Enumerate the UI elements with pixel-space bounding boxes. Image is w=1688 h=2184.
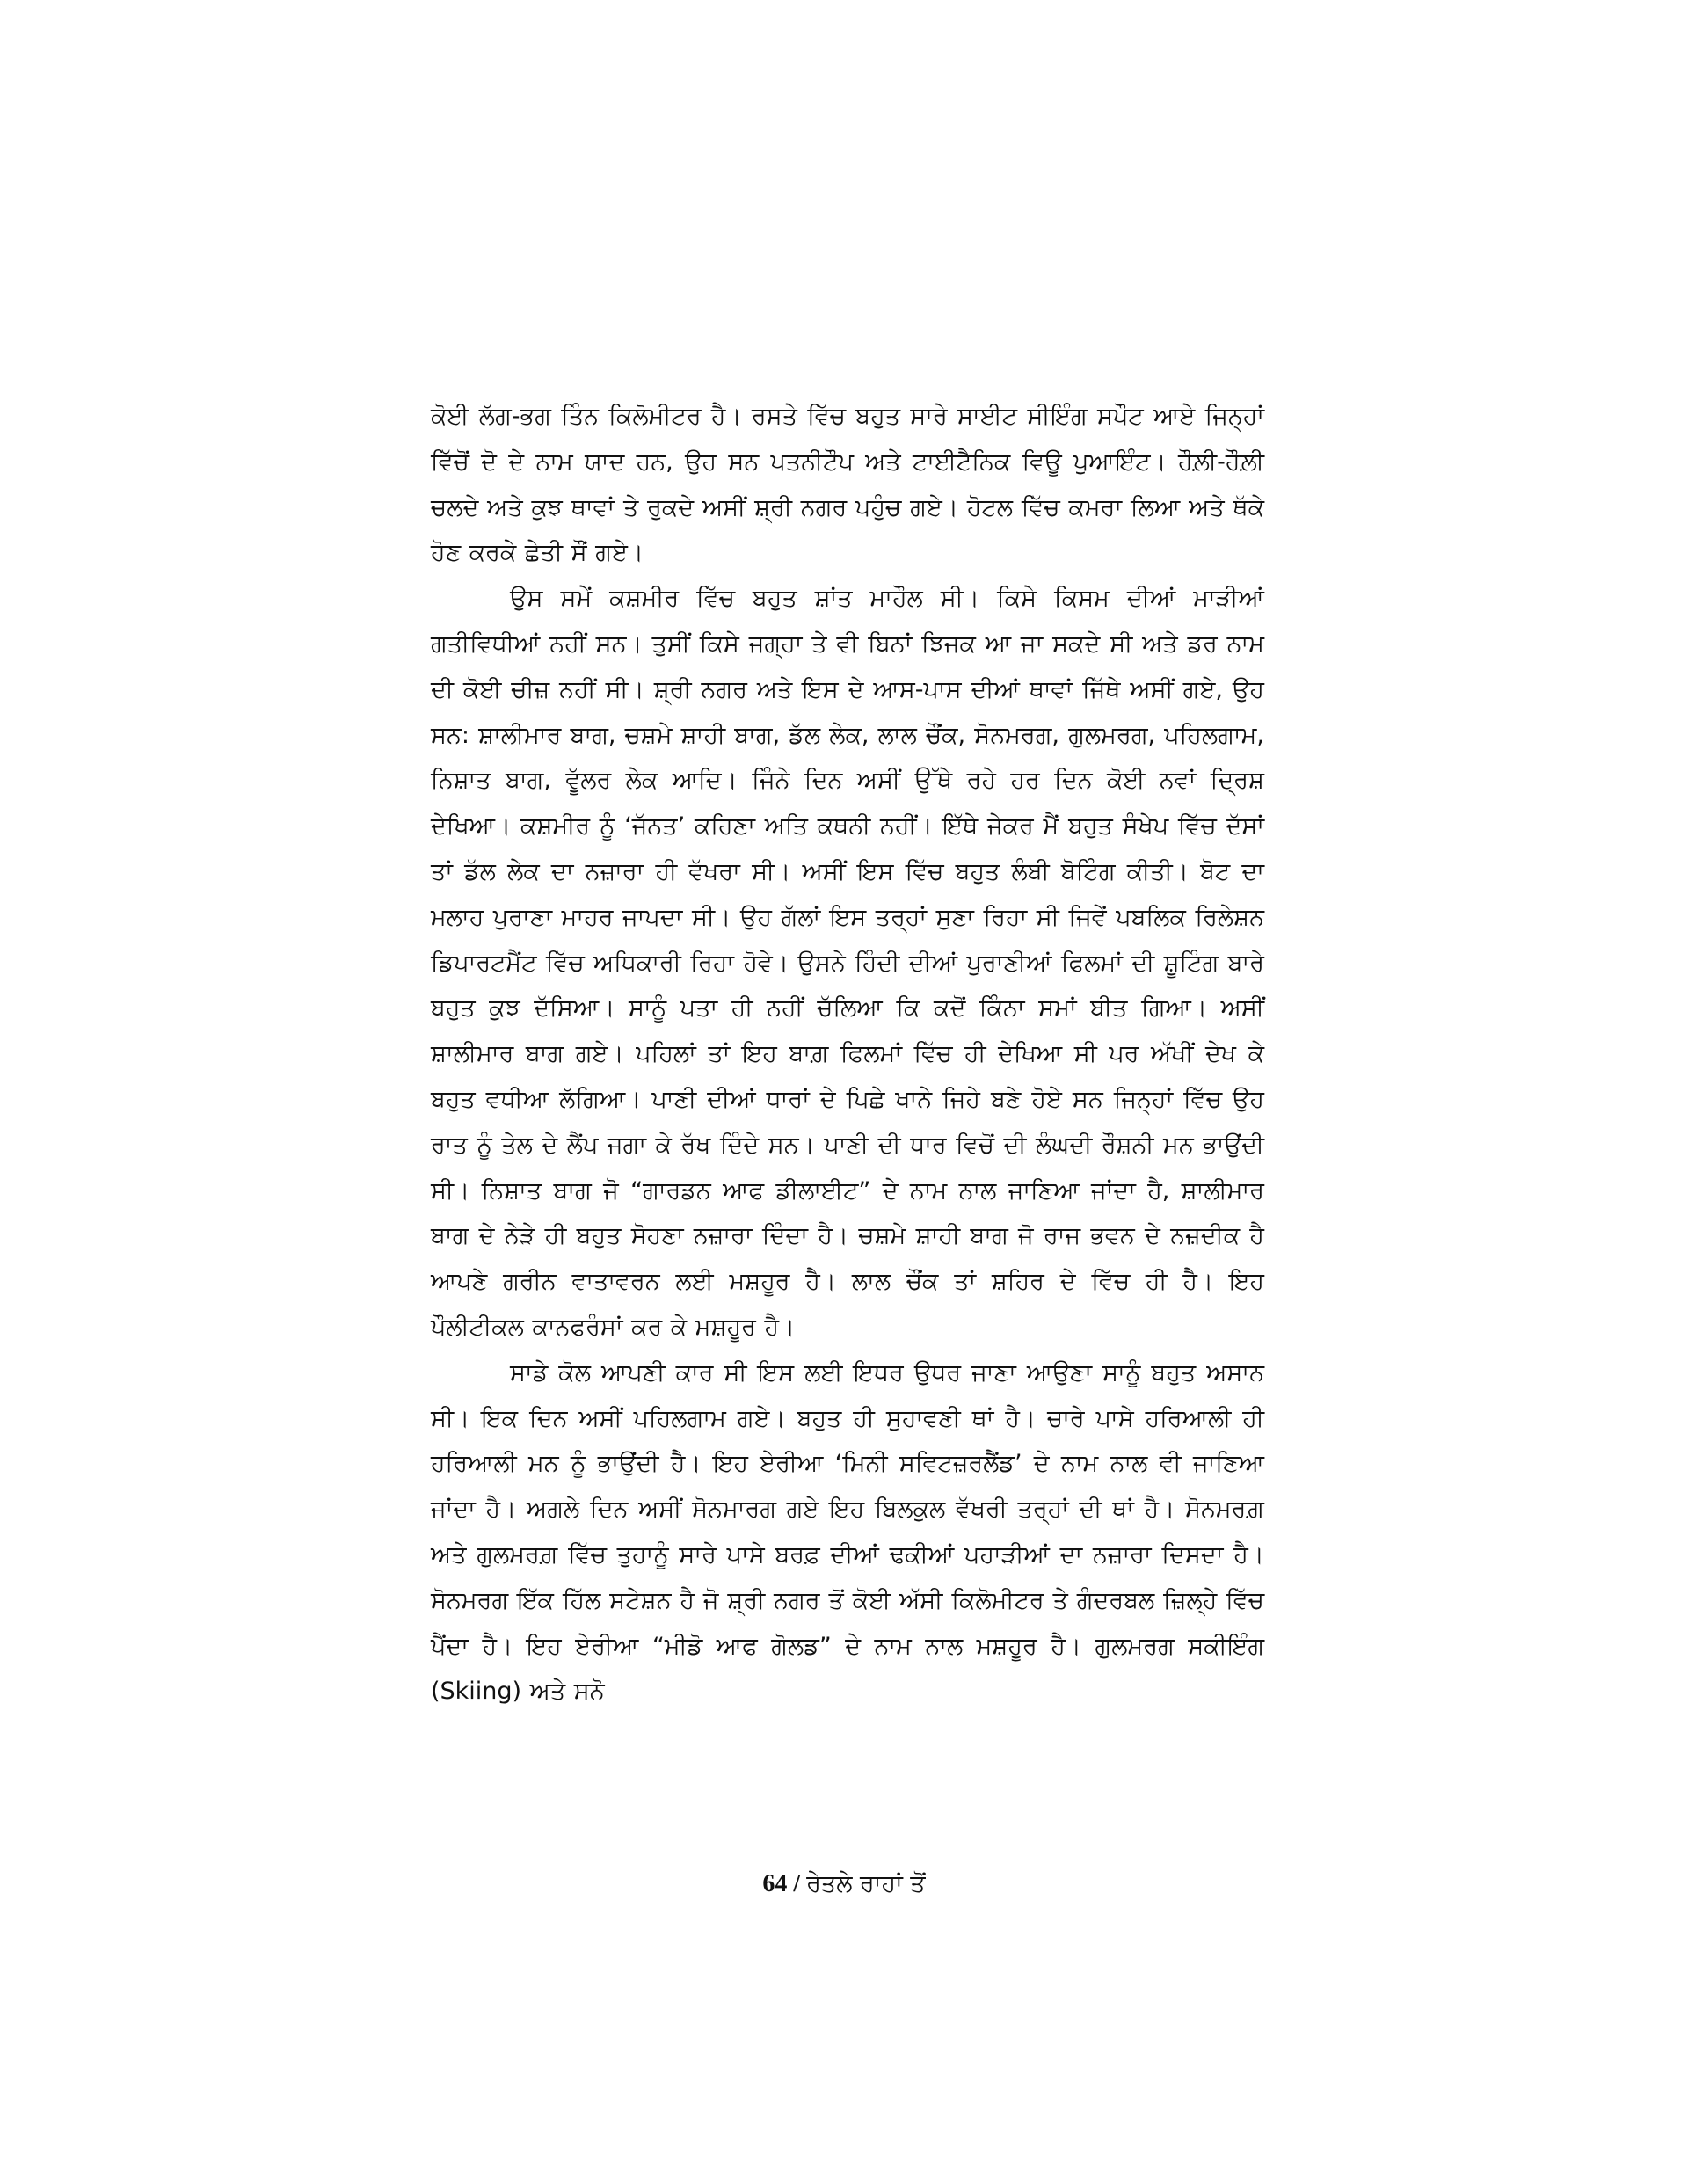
body-text [431,394,1264,1714]
paragraph-3: ਸਾਡੇ ਕੋਲ ਆਪਣੀ ਕਾਰ ਸੀ ਇਸ ਲਈ ਇਧਰ ਉਧਰ ਜਾਣਾ ਆਉਣਾ ਸਾਨੂੰ ਬਹੁਤ ਅਸਾਨ ਸੀ। ਇਕ ਦਿਨ ਅਸੀਂ ਪਹਿਲਗਾਮ ਗਏ। ਬਹੁਤ ਹੀ ਸੁਹਾਵਣੀ ਥਾਂ ਹੈ। ਚਾਰੇ ਪਾਸੇ ਹਰਿਆਲੀ ਹੀ ਹਰਿਆਲੀ ਮਨ ਨੂੰ ਭਾਉਂਦੀ ਹੈ। ਇਹ ਏਰੀਆ ‘ਮਿਨੀ ਸਵਿਟਜ਼ਰਲੈਂਡ’ ਦੇ ਨਾਮ ਨਾਲ ਵੀ ਜਾਣਿਆ ਜਾਂਦਾ ਹੈ। ਅਗਲੇ ਦਿਨ ਅਸੀਂ ਸੋਨਮਾਰਗ ਗਏ ਇਹ ਬਿਲਕੁਲ ਵੱਖਰੀ ਤਰ੍ਹਾਂ ਦੀ ਥਾਂ ਹੈ। ਸੋਨਮਰਗ਼ ਅਤੇ ਗੁਲਮਰਗ਼ ਵਿੱਚ ਤੁਹਾਨੂੰ ਸਾਰੇ ਪਾਸੇ ਬਰਫ਼ ਦੀਆਂ ਢਕੀਆਂ ਪਹਾੜੀਆਂ ਦਾ ਨਜ਼ਾਰਾ ਦਿਸਦਾ ਹੈ। ਸੋਨਮਰਗ ਇੱਕ ਹਿੱਲ ਸਟੇਸ਼ਨ ਹੈ ਜੋ ਸ਼੍ਰੀ ਨਗਰ ਤੋਂ ਕੋਈ ਅੱਸੀ ਕਿਲੋਮੀਟਰ ਤੇ ਗੰਦਰਬਲ ਜ਼ਿਲ੍ਹੇ ਵਿੱਚ ਪੈਂਦਾ ਹੈ। ਇਹ ਏਰੀਆ “ਮੀਡੋ ਆਫ ਗੋਲਡ” ਦੇ ਨਾਮ ਨਾਲ ਮਸ਼ਹੂਰ ਹੈ। ਗੁਲਮਰਗ ਸਕੀਇੰਗ (Skiing) ਅਤੇ ਸਨੋ [431,1358,1264,1706]
paragraph-2: ਉਸ ਸਮੇਂ ਕਸ਼ਮੀਰ ਵਿੱਚ ਬਹੁਤ ਸ਼ਾਂਤ ਮਾਹੌਲ ਸੀ। ਕਿਸੇ ਕਿਸਮ ਦੀਆਂ ਮਾੜੀਆਂ ਗਤੀਵਿਧੀਆਂ ਨਹੀਂ ਸਨ। ਤੁਸੀਂ ਕਿਸੇ ਜਗ੍ਹਾ ਤੇ ਵੀ ਬਿਨਾਂ ਝਿਜਕ ਆ ਜਾ ਸਕਦੇ ਸੀ ਅਤੇ ਡਰ ਨਾਮ ਦੀ ਕੋਈ ਚੀਜ਼ ਨਹੀਂ ਸੀ। ਸ਼੍ਰੀ ਨਗਰ ਅਤੇ ਇਸ ਦੇ ਆਸ-ਪਾਸ ਦੀਆਂ ਥਾਵਾਂ ਜਿੱਥੇ ਅਸੀਂ ਗਏ, ਉਹ ਸਨ: ਸ਼ਾਲੀਮਾਰ ਬਾਗ, ਚਸ਼ਮੇ ਸ਼ਾਹੀ ਬਾਗ, ਡੱਲ ਲੇਕ, ਲਾਲ ਚੌਂਕ, ਸੋਨਮਰਗ, ਗੁਲਮਰਗ, ਪਹਿਲਗਾਮ, ਨਿਸ਼ਾਤ ਬਾਗ, ਵੂੱਲਰ ਲੇਕ ਆਦਿ। ਜਿੰਨੇ ਦਿਨ ਅਸੀਂ ਉੱਥੇ ਰਹੇ ਹਰ ਦਿਨ ਕੋਈ ਨਵਾਂ ਦ੍ਰਿਸ਼ ਦੇਖਿਆ। ਕਸ਼ਮੀਰ ਨੂੰ ‘ਜੱਨਤ’ ਕਹਿਣਾ ਅਤਿ ਕਥਨੀ ਨਹੀਂ। ਇੱਥੇ ਜੇਕਰ ਮੈਂ ਬਹੁਤ ਸੰਖੇਪ ਵਿੱਚ ਦੱਸਾਂ ਤਾਂ ਡੱਲ ਲੇਕ ਦਾ ਨਜ਼ਾਰਾ ਹੀ ਵੱਖਰਾ ਸੀ। ਅਸੀਂ ਇਸ ਵਿੱਚ ਬਹੁਤ ਲੰਬੀ ਬੋਟਿੰਗ ਕੀਤੀ। ਬੋਟ ਦਾ ਮਲਾਹ ਪੁਰਾਣਾ ਮਾਹਰ ਜਾਪਦਾ ਸੀ। ਉਹ ਗੱਲਾਂ ਇਸ ਤਰ੍ਹਾਂ ਸੁਣਾ ਰਿਹਾ ਸੀ ਜਿਵੇਂ ਪਬਲਿਕ ਰਿਲੇਸ਼ਨ ਡਿਪਾਰਟਮੈਂਟ ਵਿੱਚ ਅਧਿਕਾਰੀ ਰਿਹਾ ਹੋਵੇ। ਉਸਨੇ ਹਿੰਦੀ ਦੀਆਂ ਪੁਰਾਣੀਆਂ ਫਿਲਮਾਂ ਦੀ ਸ਼ੂਟਿੰਗ ਬਾਰੇ ਬਹੁਤ ਕੁਝ ਦੱਸਿਆ। ਸਾਨੂੰ ਪਤਾ ਹੀ ਨਹੀਂ ਚੱਲਿਆ ਕਿ ਕਦੋਂ ਕਿੰਨਾ ਸਮਾਂ ਬੀਤ ਗਿਆ। ਅਸੀਂ ਸ਼ਾਲੀਮਾਰ ਬਾਗ ਗਏ। ਪਹਿਲਾਂ ਤਾਂ ਇਹ ਬਾਗ਼ ਫਿਲਮਾਂ ਵਿੱਚ ਹੀ ਦੇਖਿਆ ਸੀ ਪਰ ਅੱਖੀਂ ਦੇਖ ਕੇ ਬਹੁਤ ਵਧੀਆ ਲੱਗਿਆ। ਪਾਣੀ ਦੀਆਂ ਧਾਰਾਂ ਦੇ ਪਿਛੇ ਖਾਨੇ ਜਿਹੇ ਬਣੇ ਹੋਏ ਸਨ ਜਿਨ੍ਹਾਂ ਵਿੱਚ ਉਹ ਰਾਤ ਨੂੰ ਤੇਲ ਦੇ ਲੈਂਪ ਜਗਾ ਕੇ ਰੱਖ ਦਿੰਦੇ ਸਨ। ਪਾਣੀ ਦੀ ਧਾਰ ਵਿਚੋਂ ਦੀ ਲੰਘਦੀ ਰੌਸ਼ਨੀ ਮਨ ਭਾਉਂਦੀ ਸੀ। ਨਿਸ਼ਾਤ ਬਾਗ ਜੋ “ਗਾਰਡਨ ਆਫ ਡੀਲਾਈਟ” ਦੇ ਨਾਮ ਨਾਲ ਜਾਣਿਆ ਜਾਂਦਾ ਹੈ, ਸ਼ਾਲੀਮਾਰ ਬਾਗ ਦੇ ਨੇੜੇ ਹੀ ਬਹੁਤ ਸੋਹਣਾ ਨਜ਼ਾਰਾ ਦਿੰਦਾ ਹੈ। ਚਸ਼ਮੇ ਸ਼ਾਹੀ ਬਾਗ ਜੋ ਰਾਜ ਭਵਨ ਦੇ ਨਜ਼ਦੀਕ ਹੈ ਆਪਣੇ ਗਰੀਨ ਵਾਤਾਵਰਨ ਲਈ ਮਸ਼ਹੂਰ ਹੈ। ਲਾਲ ਚੌਂਕ ਤਾਂ ਸ਼ਹਿਰ ਦੇ ਵਿੱਚ ਹੀ ਹੈ। ਇਹ ਪੌਲੀਟੀਕਲ ਕਾਨਫਰੰਸਾਂ ਕਰ ਕੇ ਮਸ਼ਹੂਰ ਹੈ। [431,585,1264,1341]
book-title: ਰੇਤਲੇ ਰਾਹਾਂ ਤੋਂ [806,1870,926,1897]
footer-separator: / [787,1870,807,1897]
paragraph-1: ਕੋਈ ਲੱਗ-ਭਗ ਤਿੰਨ ਕਿਲੋਮੀਟਰ ਹੈ। ਰਸਤੇ ਵਿੱਚ ਬਹੁਤ ਸਾਰੇ ਸਾਈਟ ਸੀਇੰਗ ਸਪੌਟ ਆਏ ਜਿਨ੍ਹਾਂ ਵਿੱਚੋਂ ਦੋ ਦੇ ਨਾਮ ਯਾਦ ਹਨ, ਉਹ ਸਨ ਪਤਨੀਟੌਪ ਅਤੇ ਟਾਈਟੈਨਿਕ ਵਿਊ ਪੁਆਇੰਟ। ਹੌਲ਼ੀ-ਹੌਲ਼ੀ ਚਲਦੇ ਅਤੇ ਕੁਝ ਥਾਵਾਂ ਤੇ ਰੁਕਦੇ ਅਸੀਂ ਸ਼੍ਰੀ ਨਗਰ ਪਹੁੰਚ ਗਏ। ਹੋਟਲ ਵਿੱਚ ਕਮਰਾ ਲਿਆ ਅਤੇ ਥੱਕੇ ਹੋਣ ਕਰਕੇ ਛੇਤੀ ਸੌਂ ਗਏ। [431,403,1264,567]
page-number: 64 [762,1870,788,1897]
page-footer [0,1867,1688,1902]
